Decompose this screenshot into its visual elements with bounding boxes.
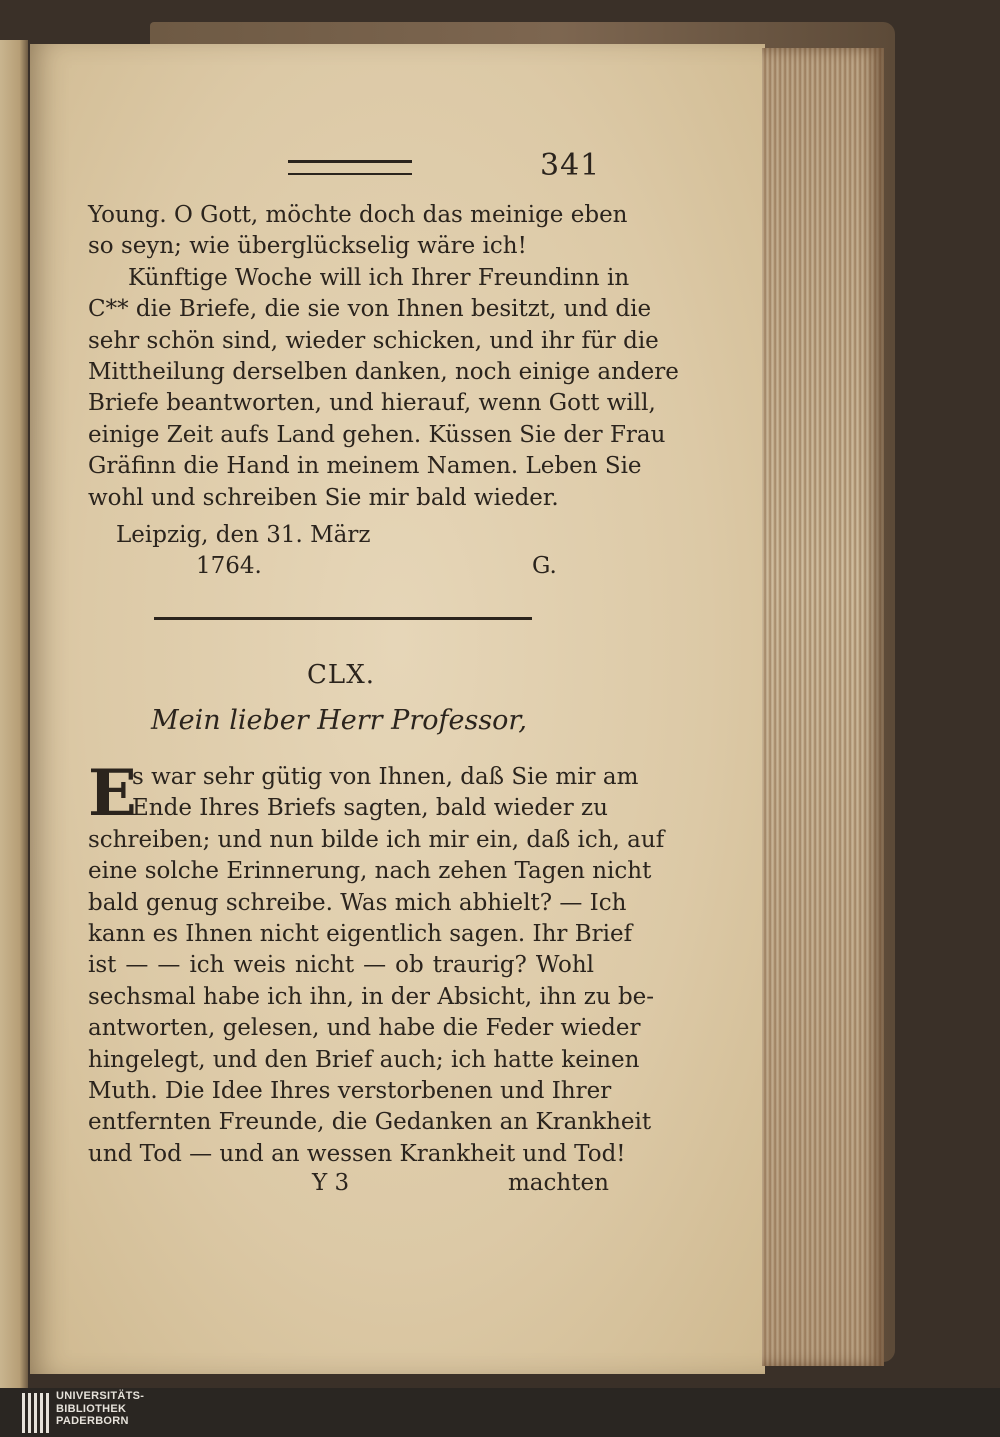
signature: G. (532, 553, 557, 579)
page-edges (762, 48, 884, 1366)
salutation: Mein lieber Herr Professor, (151, 705, 527, 736)
text-line: Ende Ihres Briefs sagten, bald wieder zu (132, 795, 608, 822)
letter-body-text (88, 756, 665, 1170)
text-line: antworten, gelesen, und habe die Feder wieder (88, 1015, 641, 1042)
text-line: Muth. Die Idee Ihres verstorbenen und Ihrer (88, 1078, 612, 1105)
library-footer (0, 1388, 1000, 1437)
text-line: Young. O Gott, möchte doch das meinige eben (88, 202, 628, 228)
text-line: Briefe beantworten, und hierauf, wenn Gott will, (88, 390, 656, 417)
logo-line: UNIVERSITÄTS- (56, 1390, 145, 1402)
text-line: eine solche Erinnerung, nach zehen Tagen nicht (88, 858, 652, 885)
logo-line: BIBLIOTHEK (56, 1402, 127, 1415)
header-rule (288, 160, 412, 175)
text-line: einige Zeit aufs Land gehen. Küssen Sie der Frau (88, 421, 666, 448)
catchword: machten (508, 1170, 609, 1196)
library-logo-text (56, 1390, 144, 1428)
drop-cap: E (88, 756, 137, 831)
text-line: schreiben; und nun bilde ich mir ein, daß ich, auf (88, 826, 665, 853)
text-line: so seyn; wie überglückselig wäre ich! (88, 233, 527, 260)
year: 1764. (196, 553, 262, 579)
text-line: s war sehr gütig von Ihnen, daß Sie mir am (132, 764, 639, 790)
letter-end-text (88, 200, 679, 514)
text-line: sechsmal habe ich ihn, in der Absicht, ihn zu be- (88, 983, 655, 1010)
text-line: sehr schön sind, wieder schicken, und ihr für die (88, 327, 659, 354)
letter-number: CLX. (307, 660, 375, 690)
text-line: Künftige Woche will ich Ihrer Freundinn in (128, 264, 630, 291)
logo-line: PADERBORN (56, 1415, 129, 1427)
place-date: Leipzig, den 31. März (116, 522, 371, 548)
text-line: entfernten Freunde, die Gedanken an Krankheit (88, 1109, 652, 1136)
library-logo-icon (22, 1393, 50, 1433)
text-line: bald genug schreibe. Was mich abhielt? — Ich (88, 889, 627, 916)
text-line: Mittheilung derselben danken, noch einige andere (88, 359, 679, 386)
section-divider (154, 617, 532, 620)
text-line: hingelegt, und den Brief auch; ich hatte keinen (88, 1046, 640, 1073)
signature-mark: Y 3 (312, 1170, 350, 1196)
text-line: kann es Ihnen nicht eigentlich sagen. Ihr Brief (88, 921, 633, 948)
text-line: und Tod — und an wessen Krankheit und Tod! (88, 1140, 626, 1167)
text-line: wohl und schreiben Sie mir bald wieder. (88, 484, 559, 511)
page-number: 341 (540, 148, 601, 183)
text-line: ist — — ich weis nicht — ob traurig? Wohl (88, 952, 594, 979)
text-line: C** die Briefe, die sie von Ihnen besitzt, und die (88, 296, 652, 323)
text-line: Gräfinn die Hand in meinem Namen. Leben Sie (88, 453, 642, 480)
